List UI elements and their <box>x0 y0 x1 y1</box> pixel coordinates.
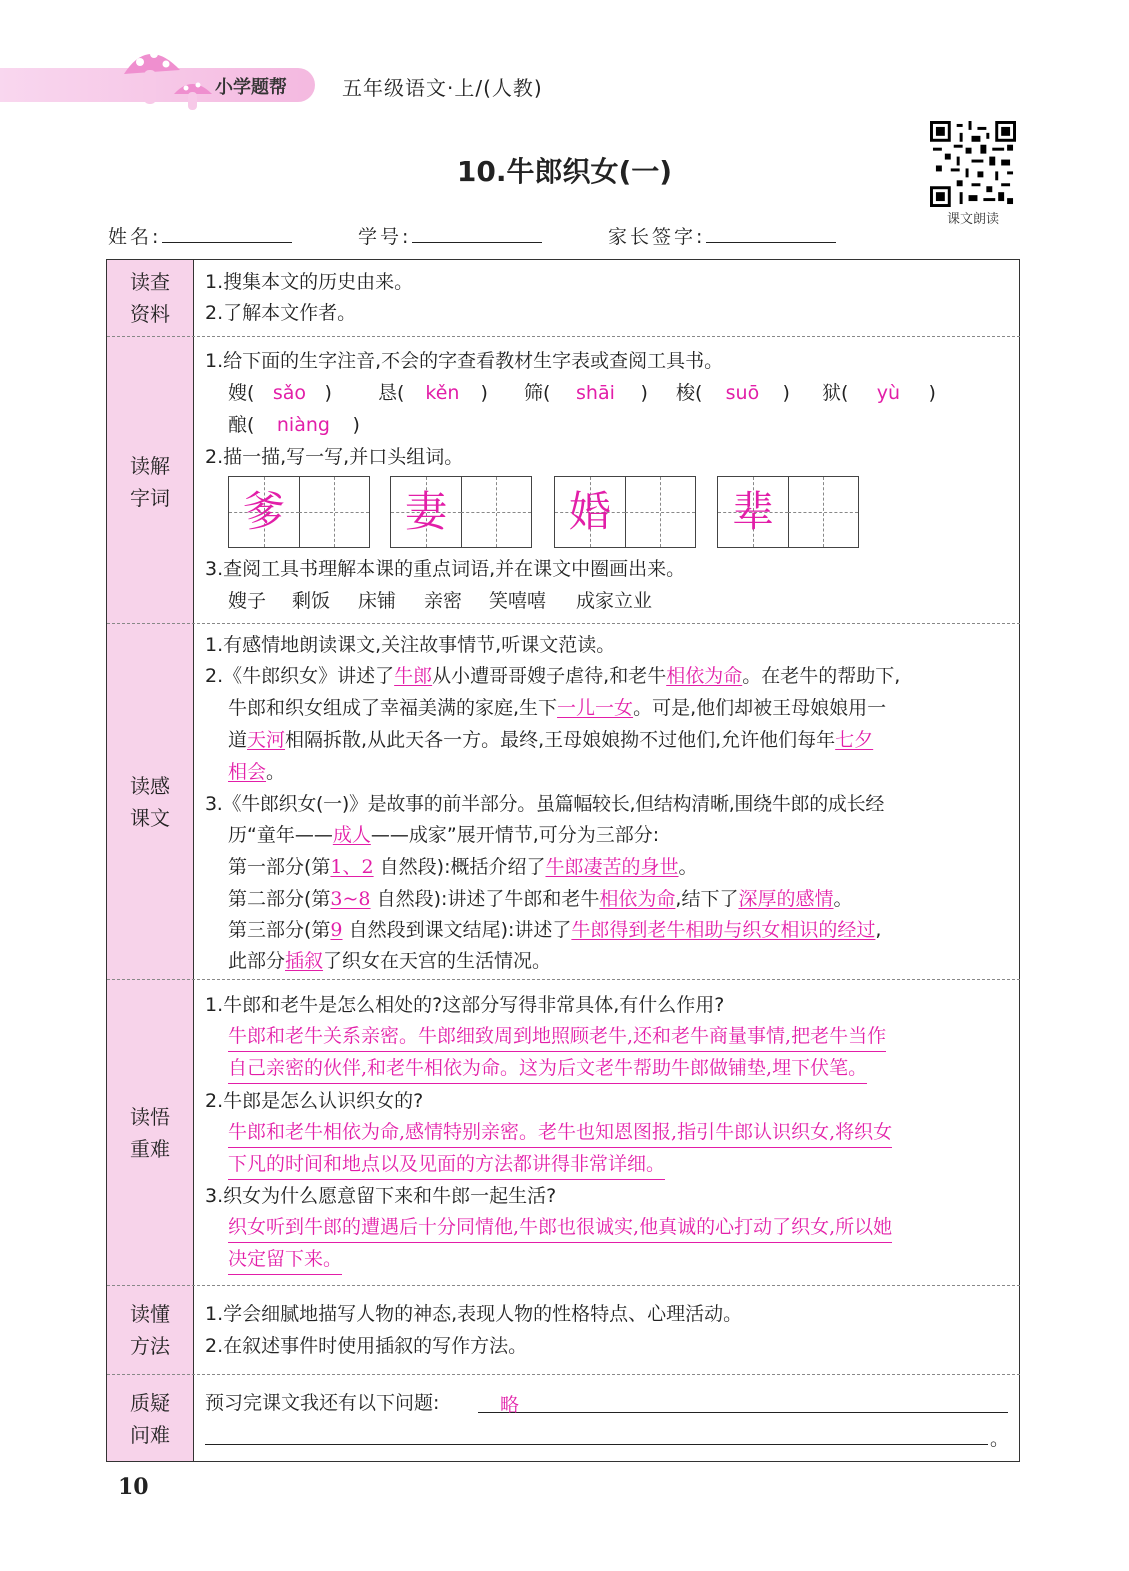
section-label-reading: 读感 课文 <box>107 770 193 834</box>
pinyin-answer: sǎo <box>272 382 307 404</box>
answer-line: 自己亲密的伙伴,和老牛相依为命。这为后文老牛帮助牛郎做铺垫,埋下伏笔。 <box>228 1053 867 1084</box>
answer-blank: 成人 <box>332 824 371 846</box>
pinyin-answer: kěn <box>425 382 460 404</box>
pinyin-item: 狱( yù ) <box>822 378 936 408</box>
task-line: 1.学会细腻地描写人物的神态,表现人物的性格特点、心理活动。 <box>205 1303 743 1325</box>
question-answer-field[interactable] <box>205 1444 988 1445</box>
student-number-field[interactable] <box>412 242 542 243</box>
task-line: 1.搜集本文的历史由来。 <box>205 271 414 293</box>
question-text: 1.牛郎和老牛是怎么相处的?这部分写得非常具体,有什么作用? <box>205 994 725 1016</box>
tracing-grid[interactable] <box>554 476 696 548</box>
text-line: 相会。 <box>228 761 286 783</box>
vocab-word: 成家立业 <box>576 590 653 612</box>
question-text: 3.织女为什么愿意留下来和牛郎一起生活? <box>205 1185 557 1207</box>
subject-label: 五年级语文·上/(人教) <box>342 76 543 100</box>
answer-blank: 牛郎 <box>394 665 433 687</box>
text-line: 第一部分(第1、2 自然段):概括介绍了牛郎凄苦的身世。 <box>228 856 698 878</box>
divider <box>107 979 1020 980</box>
text-line: 3.《牛郎织女(一)》是故事的前半部分。虽篇幅较长,但结构清晰,围绕牛郎的成长经 <box>205 793 885 815</box>
mushroom-icon <box>118 40 218 112</box>
student-number-label: 学号: <box>358 226 412 248</box>
divider <box>107 336 1020 337</box>
qr-code-icon[interactable] <box>930 121 1016 207</box>
section-label-questions: 质疑 问难 <box>107 1387 193 1451</box>
divider <box>107 1374 1020 1375</box>
brand-label: 小学题帮 <box>215 77 287 98</box>
answer-blank: 3~8 <box>330 888 371 910</box>
tracing-grid[interactable] <box>228 476 370 548</box>
answer-blank: 1、2 <box>330 856 374 878</box>
qr-caption: 课文朗读 <box>946 212 999 227</box>
pinyin-answer: yù <box>876 382 901 404</box>
answer-blank: 相会 <box>228 761 267 783</box>
vocab-word: 亲密 <box>424 590 463 612</box>
answer-blank: 牛郎得到老牛相助与织女相识的经过 <box>571 919 876 941</box>
pinyin-item: 梭( suō ) <box>676 378 790 408</box>
pinyin-item: 嫂( sǎo ) <box>228 378 332 408</box>
question-text: 1.给下面的生字注音,不会的字查看教材生字表或查阅工具书。 <box>205 350 724 372</box>
parent-signature-field[interactable] <box>706 242 836 243</box>
label-column <box>107 260 194 1461</box>
vocab-word: 床铺 <box>358 590 397 612</box>
answer-blank: 相依为命 <box>599 888 676 910</box>
parent-signature-label: 家长签字: <box>608 226 706 248</box>
text-line: 1.有感情地朗读课文,关注故事情节,听课文范读。 <box>205 634 616 656</box>
pinyin-answer: shāi <box>576 382 615 404</box>
answer-blank: 相依为命 <box>666 665 743 687</box>
answer-line: 织女听到牛郎的遭遇后十分同情他,牛郎也很诚实,他真诚的心打动了织女,所以她 <box>228 1212 892 1243</box>
pinyin-item: 筛( shāi ) <box>524 378 648 408</box>
answer-line: 牛郎和老牛相依为命,感情特别亲密。老牛也知恩图报,指引牛郎认识织女,将织女 <box>228 1117 892 1148</box>
answer-blank: 9 <box>330 919 343 941</box>
page-number: 10 <box>118 1474 149 1500</box>
pinyin-answer: niàng <box>276 414 330 436</box>
pinyin-answer: suō <box>725 382 760 404</box>
answer-blank: 深厚的感情 <box>738 888 834 910</box>
task-line: 2.了解本文作者。 <box>205 302 357 324</box>
vocab-word: 嫂子 <box>228 590 267 612</box>
pinyin-item: 酿( niàng ) <box>228 410 360 440</box>
text-line: 此部分插叙了织女在天宫的生活情况。 <box>228 950 552 972</box>
page-title: 10.牛郎织女(一) <box>456 155 673 188</box>
divider <box>107 623 1020 624</box>
question-answer-field[interactable] <box>478 1412 1008 1413</box>
question-text: 2.描一描,写一写,并口头组词。 <box>205 446 464 468</box>
question-text: 3.查阅工具书理解本课的重点词语,并在课文中圈画出来。 <box>205 558 686 580</box>
tracing-grid[interactable] <box>717 476 859 548</box>
vocab-word: 剩饭 <box>292 590 331 612</box>
trace-character: 妻 <box>404 487 447 536</box>
section-label-vocab: 读解 字词 <box>107 450 193 514</box>
question-prompt: 预习完课文我还有以下问题: <box>205 1392 440 1414</box>
answer-blank: 七夕 <box>835 729 874 751</box>
section-label-understanding: 读悟 重难 <box>107 1101 193 1165</box>
answer-line: 牛郎和老牛关系亲密。牛郎细致周到地照顾老牛,还和老牛商量事情,把老牛当作 <box>228 1021 886 1052</box>
divider <box>107 1285 1020 1286</box>
text-line: 2.《牛郎织女》讲述了牛郎从小遭哥哥嫂子虐待,和老牛相依为命。在老牛的帮助下, <box>205 665 901 687</box>
answer-blank: 牛郎凄苦的身世 <box>545 856 679 878</box>
text-line: 牛郎和织女组成了幸福美满的家庭,生下一儿一女。可是,他们却被王母娘娘用一 <box>228 697 887 719</box>
answer-line: 决定留下来。 <box>228 1244 342 1275</box>
vocab-word: 笑嘻嘻 <box>489 590 547 612</box>
answer-line: 下凡的时间和地点以及见面的方法都讲得非常详细。 <box>228 1149 665 1180</box>
text-line: 道天河相隔拆散,从此天各一方。最终,王母娘娘拗不过他们,允许他们每年七夕 <box>228 729 874 751</box>
line-end-mark: 。 <box>990 1428 1010 1450</box>
text-line: 第三部分(第9 自然段到课文结尾):讲述了牛郎得到老牛相助与织女相识的经过, <box>228 919 882 941</box>
trace-character: 爹 <box>242 487 285 536</box>
question-text: 2.牛郎是怎么认识织女的? <box>205 1090 424 1112</box>
text-line: 第二部分(第3~8 自然段):讲述了牛郎和老牛相依为命,结下了深厚的感情。 <box>228 888 853 910</box>
answer-blank: 天河 <box>247 729 286 751</box>
pinyin-item: 恳( kěn ) <box>378 378 488 408</box>
task-line: 2.在叙述事件时使用插叙的写作方法。 <box>205 1335 528 1357</box>
section-label-research: 读查 资料 <box>107 266 193 330</box>
answer-blank: 插叙 <box>285 950 324 972</box>
question-answer: 略 <box>500 1394 520 1416</box>
name-field-label: 姓名: <box>108 226 162 248</box>
section-label-methods: 读懂 方法 <box>107 1298 193 1362</box>
trace-character: 辈 <box>731 487 774 536</box>
text-line: 历“童年——成人——成家”展开情节,可分为三部分: <box>228 824 660 846</box>
tracing-grid[interactable] <box>390 476 532 548</box>
trace-character: 婚 <box>568 487 611 536</box>
name-field[interactable] <box>162 242 292 243</box>
answer-blank: 一儿一女 <box>557 697 634 719</box>
